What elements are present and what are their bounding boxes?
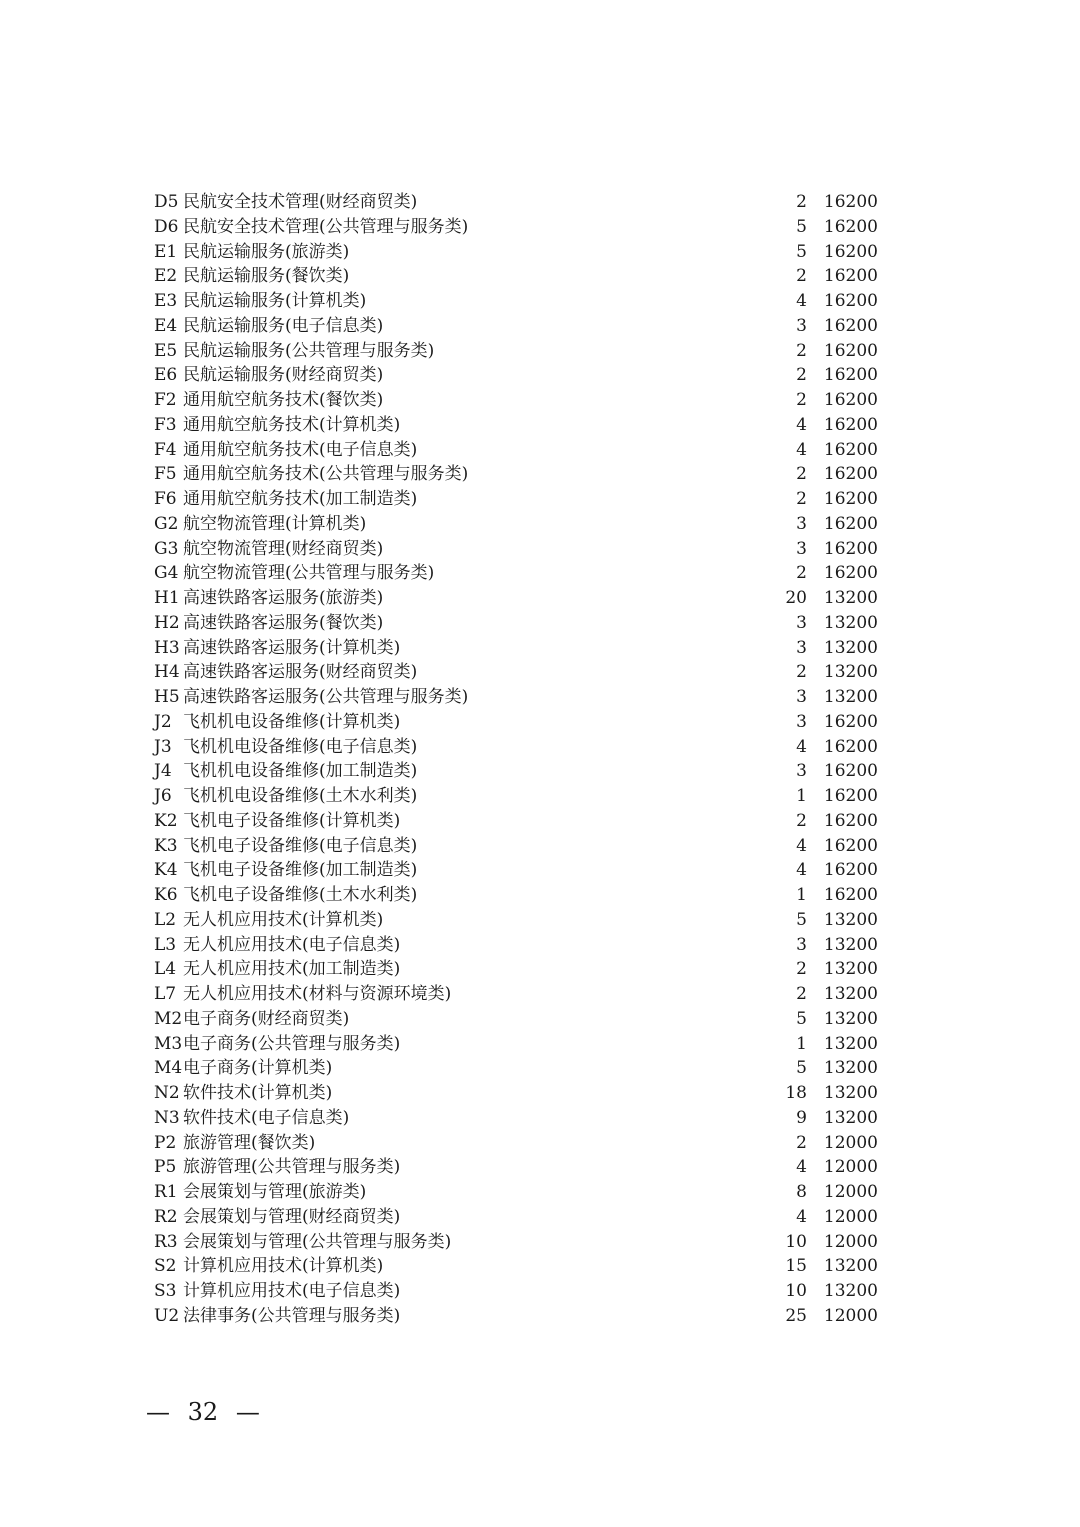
- enrollment-count: 4: [796, 291, 807, 311]
- program-row: [154, 339, 894, 364]
- program-code: D6: [154, 216, 179, 237]
- tuition-fee: 16200: [823, 810, 878, 831]
- program-code: F3: [154, 414, 177, 435]
- program-code: M4: [154, 1058, 183, 1079]
- tuition-fee: 12000: [823, 1206, 878, 1227]
- enrollment-count: 18: [785, 1083, 807, 1103]
- enrollment-count: 5: [796, 241, 807, 262]
- tuition-fee: 12000: [823, 1157, 878, 1178]
- tuition-fee: 16200: [823, 266, 878, 287]
- program-name: 高速铁路客运服务(计算机类): [183, 637, 401, 658]
- program-code: M3: [154, 1033, 183, 1054]
- enrollment-count: 2: [796, 959, 807, 980]
- program-name: 电子商务(计算机类): [183, 1058, 333, 1079]
- enrollment-count: 5: [796, 1058, 807, 1079]
- enrollment-count: 3: [796, 934, 807, 955]
- program-row: [154, 1155, 894, 1180]
- program-row: [154, 1056, 894, 1081]
- program-name: 软件技术(电子信息类): [183, 1107, 350, 1128]
- enrollment-count: 1: [796, 786, 807, 806]
- program-name: 航空物流管理(财经商贸类): [183, 538, 384, 559]
- tuition-fee: 16200: [823, 563, 878, 584]
- program-row: [154, 1230, 894, 1255]
- enrollment-count: 2: [796, 266, 807, 287]
- program-name: 高速铁路客运服务(公共管理与服务类): [183, 687, 469, 707]
- tuition-fee: 13200: [823, 588, 878, 608]
- enrollment-count: 3: [796, 711, 807, 732]
- program-code: J4: [154, 761, 172, 782]
- program-name: 会展策划与管理(财经商贸类): [183, 1206, 401, 1227]
- program-row: [154, 512, 894, 537]
- program-name: 无人机应用技术(材料与资源环境类): [183, 984, 452, 1004]
- program-name: 民航安全技术管理(公共管理与服务类): [183, 216, 469, 237]
- enrollment-count: 2: [796, 563, 807, 584]
- program-code: E6: [154, 365, 178, 386]
- program-code: K6: [154, 885, 178, 905]
- program-code: N2: [154, 1083, 180, 1103]
- program-name: 电子商务(公共管理与服务类): [183, 1033, 401, 1054]
- program-code: R1: [154, 1182, 178, 1202]
- enrollment-count: 2: [796, 810, 807, 831]
- tuition-fee: 13200: [823, 662, 878, 683]
- enrollment-count: 2: [796, 984, 807, 1004]
- program-list: [154, 190, 894, 1329]
- program-code: H1: [154, 588, 180, 608]
- program-row: [154, 264, 894, 289]
- tuition-fee: 13200: [823, 1008, 878, 1029]
- tuition-fee: 12000: [823, 1132, 878, 1153]
- program-name: 飞机电子设备维修(加工制造类): [183, 860, 418, 881]
- program-code: H2: [154, 612, 180, 633]
- enrollment-count: 1: [796, 1033, 807, 1054]
- tuition-fee: 16200: [823, 365, 878, 386]
- tuition-fee: 16200: [823, 216, 878, 237]
- program-name: 民航运输服务(电子信息类): [183, 315, 384, 336]
- program-code: K3: [154, 835, 178, 856]
- program-code: E2: [154, 266, 178, 287]
- program-row: [154, 1131, 894, 1156]
- program-row: [154, 1106, 894, 1131]
- program-row: [154, 289, 894, 314]
- program-row: [154, 1254, 894, 1279]
- program-name: 飞机电子设备维修(土木水利类): [183, 885, 418, 905]
- program-row: [154, 537, 894, 562]
- tuition-fee: 13200: [823, 1058, 878, 1079]
- program-row: [154, 462, 894, 487]
- tuition-fee: 16200: [823, 192, 878, 212]
- enrollment-count: 4: [796, 835, 807, 856]
- enrollment-count: 3: [796, 637, 807, 658]
- program-row: [154, 1279, 894, 1304]
- program-code: E5: [154, 340, 178, 361]
- enrollment-count: 2: [796, 464, 807, 485]
- program-code: M2: [154, 1008, 183, 1029]
- program-row: [154, 1205, 894, 1230]
- program-name: 航空物流管理(公共管理与服务类): [183, 563, 435, 584]
- enrollment-count: 4: [796, 736, 807, 757]
- program-row: [154, 314, 894, 339]
- enrollment-count: 3: [796, 538, 807, 559]
- program-code: F5: [154, 464, 177, 485]
- program-name: 飞机机电设备维修(土木水利类): [183, 786, 418, 806]
- tuition-fee: 16200: [823, 761, 878, 782]
- tuition-fee: 12000: [823, 1231, 878, 1252]
- program-name: 无人机应用技术(电子信息类): [183, 934, 401, 955]
- program-row: [154, 413, 894, 438]
- enrollment-count: 20: [785, 588, 807, 608]
- program-row: [154, 784, 894, 809]
- tuition-fee: 16200: [823, 241, 878, 262]
- program-row: [154, 660, 894, 685]
- program-row: [154, 759, 894, 784]
- enrollment-count: 2: [796, 662, 807, 683]
- enrollment-count: 2: [796, 340, 807, 361]
- enrollment-count: 3: [796, 513, 807, 534]
- program-code: K2: [154, 810, 178, 831]
- program-name: 飞机电子设备维修(计算机类): [183, 810, 401, 831]
- program-name: 飞机电子设备维修(电子信息类): [183, 835, 418, 856]
- footer-dash-right: —: [235, 1397, 260, 1426]
- program-row: [154, 561, 894, 586]
- program-code: G4: [154, 563, 179, 584]
- program-name: 通用航空航务技术(公共管理与服务类): [183, 464, 469, 485]
- program-row: [154, 834, 894, 859]
- program-code: N3: [154, 1107, 180, 1128]
- program-code: R3: [154, 1231, 178, 1252]
- tuition-fee: 13200: [823, 909, 878, 930]
- program-name: 会展策划与管理(公共管理与服务类): [183, 1231, 452, 1252]
- program-name: 高速铁路客运服务(餐饮类): [183, 612, 384, 633]
- tuition-fee: 16200: [823, 414, 878, 435]
- program-code: L2: [154, 909, 177, 930]
- program-row: [154, 1081, 894, 1106]
- tuition-fee: 16200: [823, 736, 878, 757]
- enrollment-count: 5: [796, 1008, 807, 1029]
- tuition-fee: 13200: [823, 1256, 878, 1277]
- program-row: [154, 388, 894, 413]
- program-row: [154, 586, 894, 611]
- tuition-fee: 13200: [823, 984, 878, 1004]
- program-row: [154, 190, 894, 215]
- program-row: [154, 611, 894, 636]
- tuition-fee: 16200: [823, 538, 878, 559]
- enrollment-count: 25: [785, 1305, 807, 1326]
- enrollment-count: 9: [796, 1107, 807, 1128]
- program-code: R2: [154, 1206, 178, 1227]
- program-code: U2: [154, 1305, 180, 1326]
- program-row: [154, 809, 894, 834]
- program-name: 软件技术(计算机类): [183, 1083, 333, 1103]
- enrollment-count: 10: [785, 1281, 807, 1301]
- program-name: 民航运输服务(旅游类): [183, 241, 350, 262]
- program-code: S3: [154, 1281, 177, 1301]
- program-name: 民航运输服务(财经商贸类): [183, 365, 384, 386]
- enrollment-count: 2: [796, 390, 807, 410]
- program-name: 民航运输服务(餐饮类): [183, 266, 350, 287]
- program-row: [154, 487, 894, 512]
- program-name: 民航安全技术管理(财经商贸类): [183, 192, 418, 212]
- program-code: K4: [154, 860, 178, 881]
- page-footer: [146, 1394, 260, 1428]
- enrollment-count: 4: [796, 1157, 807, 1178]
- enrollment-count: 3: [796, 612, 807, 633]
- program-row: [154, 933, 894, 958]
- enrollment-count: 3: [796, 761, 807, 782]
- tuition-fee: 12000: [823, 1305, 878, 1326]
- program-code: E1: [154, 241, 178, 262]
- enrollment-count: 2: [796, 1132, 807, 1153]
- program-code: E4: [154, 315, 178, 336]
- tuition-fee: 16200: [823, 390, 878, 410]
- program-row: [154, 1032, 894, 1057]
- enrollment-count: 3: [796, 687, 807, 707]
- program-row: [154, 908, 894, 933]
- tuition-fee: 13200: [823, 637, 878, 658]
- program-row: [154, 1180, 894, 1205]
- program-code: L4: [154, 959, 177, 980]
- tuition-fee: 13200: [823, 934, 878, 955]
- program-row: [154, 215, 894, 240]
- enrollment-count: 5: [796, 216, 807, 237]
- program-code: P5: [154, 1157, 177, 1178]
- program-name: 旅游管理(公共管理与服务类): [183, 1157, 401, 1178]
- footer-dash-left: —: [146, 1397, 170, 1426]
- program-name: 通用航空航务技术(加工制造类): [183, 489, 418, 509]
- tuition-fee: 13200: [823, 612, 878, 633]
- program-name: 民航运输服务(公共管理与服务类): [183, 340, 435, 361]
- program-name: 飞机机电设备维修(计算机类): [183, 711, 401, 732]
- program-name: 民航运输服务(计算机类): [183, 291, 367, 311]
- enrollment-count: 4: [796, 860, 807, 881]
- program-code: G3: [154, 538, 179, 559]
- program-name: 通用航空航务技术(计算机类): [183, 414, 401, 435]
- program-code: D5: [154, 192, 179, 212]
- program-row: [154, 957, 894, 982]
- program-row: [154, 883, 894, 908]
- program-name: 计算机应用技术(电子信息类): [183, 1281, 401, 1301]
- tuition-fee: 13200: [823, 959, 878, 980]
- tuition-fee: 16200: [823, 340, 878, 361]
- program-code: F6: [154, 489, 177, 509]
- program-row: [154, 1304, 894, 1329]
- tuition-fee: 13200: [823, 1033, 878, 1054]
- tuition-fee: 13200: [823, 1107, 878, 1128]
- program-name: 旅游管理(餐饮类): [183, 1132, 316, 1153]
- program-code: P2: [154, 1132, 177, 1153]
- program-row: [154, 363, 894, 388]
- tuition-fee: 16200: [823, 860, 878, 881]
- program-name: 飞机机电设备维修(电子信息类): [183, 736, 418, 757]
- page-number: 32: [187, 1397, 219, 1426]
- program-code: E3: [154, 291, 178, 311]
- program-row: [154, 438, 894, 463]
- enrollment-count: 4: [796, 1206, 807, 1227]
- program-name: 无人机应用技术(加工制造类): [183, 959, 401, 980]
- program-name: 电子商务(财经商贸类): [183, 1008, 350, 1029]
- tuition-fee: 16200: [823, 711, 878, 732]
- tuition-fee: 16200: [823, 489, 878, 509]
- enrollment-count: 2: [796, 192, 807, 212]
- program-name: 计算机应用技术(计算机类): [183, 1256, 384, 1277]
- enrollment-count: 10: [785, 1231, 807, 1252]
- program-code: J6: [154, 786, 172, 806]
- program-name: 高速铁路客运服务(旅游类): [183, 588, 384, 608]
- tuition-fee: 16200: [823, 786, 878, 806]
- tuition-fee: 13200: [823, 1281, 878, 1301]
- tuition-fee: 16200: [823, 315, 878, 336]
- program-name: 高速铁路客运服务(财经商贸类): [183, 662, 418, 683]
- tuition-fee: 16200: [823, 885, 878, 905]
- program-code: G2: [154, 513, 179, 534]
- enrollment-count: 4: [796, 414, 807, 435]
- program-row: [154, 858, 894, 883]
- enrollment-count: 3: [796, 315, 807, 336]
- tuition-fee: 16200: [823, 464, 878, 485]
- program-row: [154, 636, 894, 661]
- program-code: S2: [154, 1256, 177, 1277]
- program-name: 航空物流管理(计算机类): [183, 513, 367, 534]
- program-code: J2: [154, 711, 172, 732]
- program-name: 飞机机电设备维修(加工制造类): [183, 761, 418, 782]
- enrollment-count: 5: [796, 909, 807, 930]
- enrollment-count: 8: [796, 1182, 807, 1202]
- enrollment-count: 1: [796, 885, 807, 905]
- program-name: 通用航空航务技术(电子信息类): [183, 439, 418, 460]
- program-row: [154, 710, 894, 735]
- program-name: 法律事务(公共管理与服务类): [183, 1305, 401, 1326]
- tuition-fee: 16200: [823, 439, 878, 460]
- tuition-fee: 16200: [823, 291, 878, 311]
- program-row: [154, 1007, 894, 1032]
- program-name: 会展策划与管理(旅游类): [183, 1182, 367, 1202]
- program-code: L7: [154, 984, 177, 1004]
- program-code: H5: [154, 687, 180, 707]
- program-row: [154, 982, 894, 1007]
- tuition-fee: 12000: [823, 1182, 878, 1202]
- tuition-fee: 16200: [823, 513, 878, 534]
- program-name: 通用航空航务技术(餐饮类): [183, 390, 384, 410]
- enrollment-count: 2: [796, 365, 807, 386]
- program-code: F4: [154, 439, 177, 460]
- program-row: [154, 240, 894, 265]
- program-code: H4: [154, 662, 180, 683]
- program-code: J3: [154, 736, 172, 757]
- program-row: [154, 735, 894, 760]
- tuition-fee: 13200: [823, 687, 878, 707]
- tuition-fee: 16200: [823, 835, 878, 856]
- program-code: F2: [154, 390, 177, 410]
- enrollment-count: 2: [796, 489, 807, 509]
- enrollment-count: 15: [785, 1256, 807, 1277]
- program-code: L3: [154, 934, 177, 955]
- enrollment-count: 4: [796, 439, 807, 460]
- tuition-fee: 13200: [823, 1083, 878, 1103]
- program-code: H3: [154, 637, 180, 658]
- program-name: 无人机应用技术(计算机类): [183, 909, 384, 930]
- program-row: [154, 685, 894, 710]
